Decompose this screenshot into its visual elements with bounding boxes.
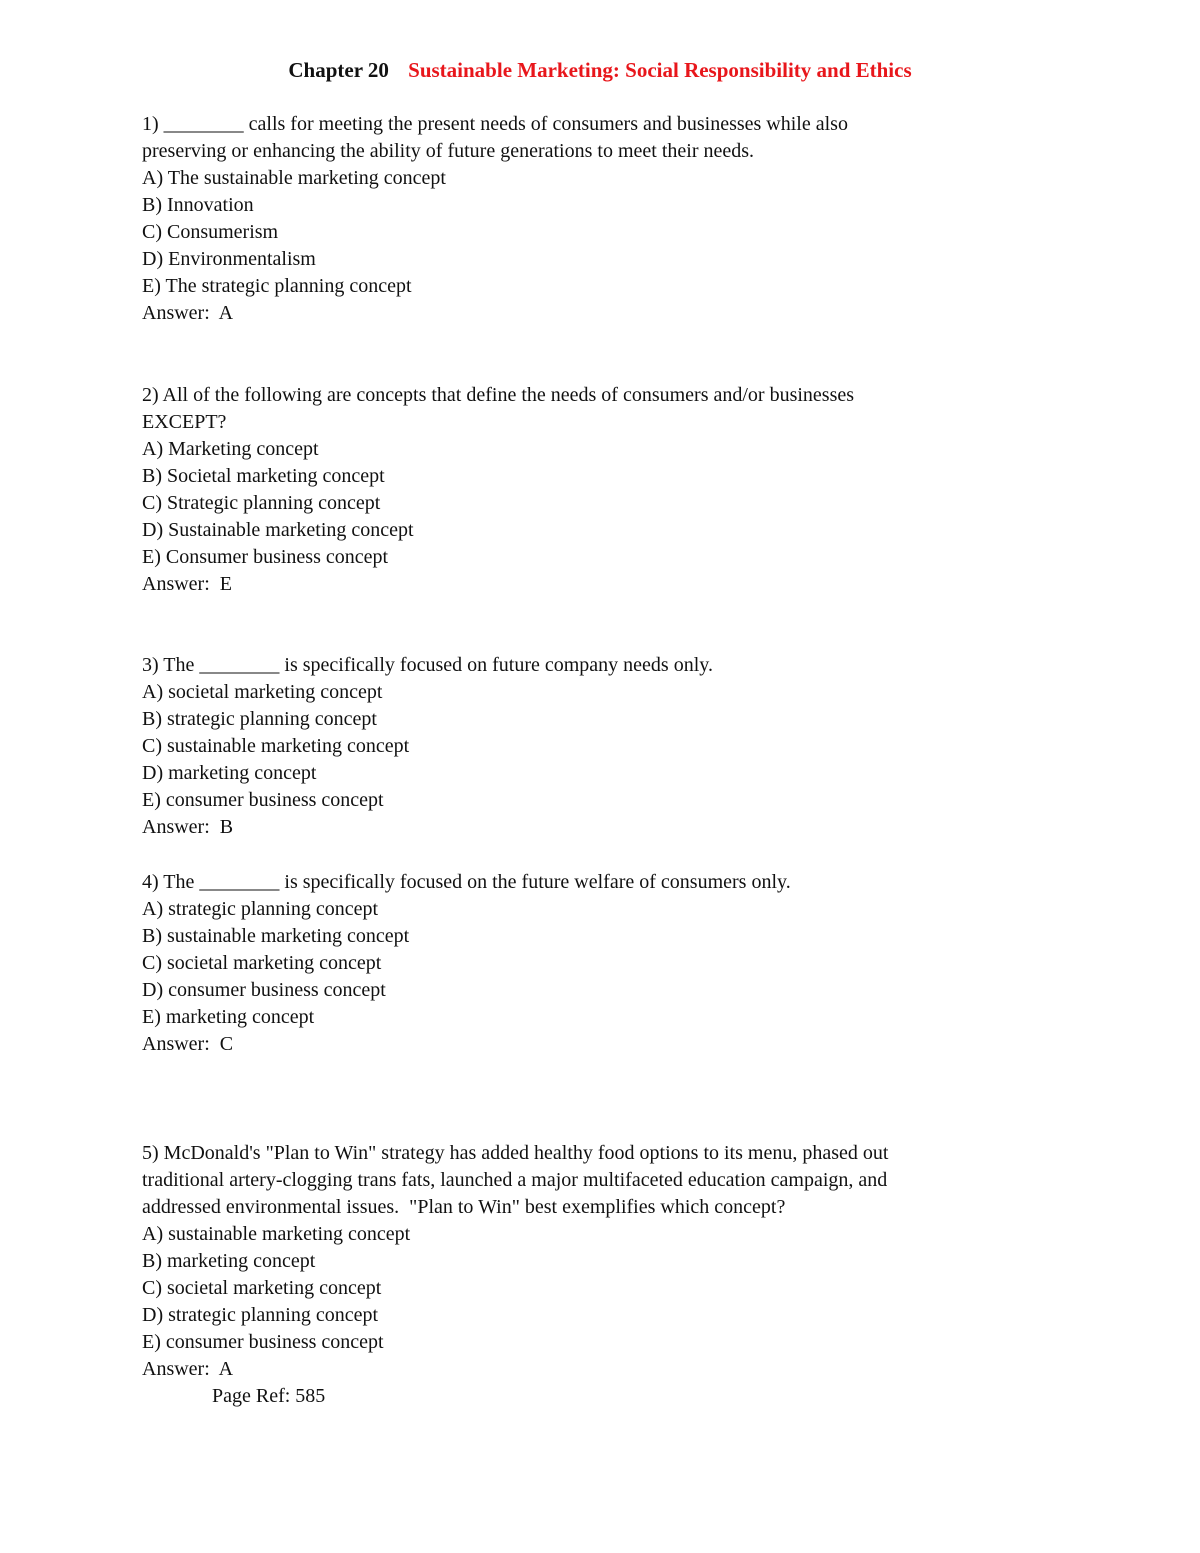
question-stem: traditional artery-clogging trans fats, launched a major multifaceted education campaign, and — [142, 1169, 888, 1191]
question-stem: preserving or enhancing the ability of future generations to meet their needs. — [142, 140, 755, 162]
page-ref: Page Ref: 585 — [212, 1385, 326, 1407]
answer-option-b: B) strategic planning concept — [142, 708, 377, 730]
question-stem: 4) The ________ is specifically focused on the future welfare of consumers only. — [142, 871, 791, 893]
question-1 — [142, 111, 1042, 327]
answer-option-a: A) The sustainable marketing concept — [142, 167, 446, 189]
correct-answer: Answer: B — [142, 816, 234, 838]
answer-option-b: B) Innovation — [142, 194, 254, 216]
answer-option-c: C) sustainable marketing concept — [142, 735, 410, 757]
question-stem: 1) ________ calls for meeting the present needs of consumers and businesses while also — [142, 113, 848, 135]
chapter-number: Chapter 20 — [288, 58, 389, 82]
correct-answer: Answer: C — [142, 1033, 234, 1055]
answer-option-a: A) strategic planning concept — [142, 898, 379, 920]
answer-option-b: B) Societal marketing concept — [142, 465, 385, 487]
page-title — [0, 56, 1200, 84]
question-4 — [142, 869, 1042, 1058]
question-stem: 5) McDonald's "Plan to Win" strategy has added healthy food options to its menu, phased out — [142, 1142, 889, 1164]
answer-option-e: E) marketing concept — [142, 1006, 315, 1028]
question-stem: addressed environmental issues. "Plan to Win" best exemplifies which concept? — [142, 1196, 786, 1218]
question-stem: EXCEPT? — [142, 411, 227, 433]
correct-answer: Answer: A — [142, 302, 234, 324]
answer-option-d: D) Environmentalism — [142, 248, 316, 270]
answer-option-b: B) marketing concept — [142, 1250, 316, 1272]
answer-option-c: C) Strategic planning concept — [142, 492, 381, 514]
chapter-subject: Sustainable Marketing: Social Responsibility and Ethics — [408, 58, 912, 82]
answer-option-d: D) marketing concept — [142, 762, 317, 784]
answer-option-a: A) sustainable marketing concept — [142, 1223, 411, 1245]
answer-option-a: A) societal marketing concept — [142, 681, 383, 703]
question-stem: 2) All of the following are concepts that define the needs of consumers and/or businesses — [142, 384, 855, 406]
question-stem: 3) The ________ is specifically focused on future company needs only. — [142, 654, 713, 676]
answer-option-e: E) consumer business concept — [142, 789, 384, 811]
question-5 — [142, 1140, 1042, 1410]
answer-option-a: A) Marketing concept — [142, 438, 319, 460]
answer-option-e: E) Consumer business concept — [142, 546, 389, 568]
answer-option-e: E) consumer business concept — [142, 1331, 384, 1353]
answer-option-c: C) Consumerism — [142, 221, 279, 243]
answer-option-e: E) The strategic planning concept — [142, 275, 412, 297]
answer-option-c: C) societal marketing concept — [142, 1277, 382, 1299]
correct-answer: Answer: E — [142, 573, 232, 595]
answer-option-d: D) consumer business concept — [142, 979, 386, 1001]
question-2 — [142, 382, 1042, 598]
correct-answer: Answer: A — [142, 1358, 234, 1380]
answer-option-c: C) societal marketing concept — [142, 952, 382, 974]
question-3 — [142, 652, 1042, 841]
answer-option-d: D) Sustainable marketing concept — [142, 519, 414, 541]
answer-option-d: D) strategic planning concept — [142, 1304, 379, 1326]
answer-option-b: B) sustainable marketing concept — [142, 925, 410, 947]
